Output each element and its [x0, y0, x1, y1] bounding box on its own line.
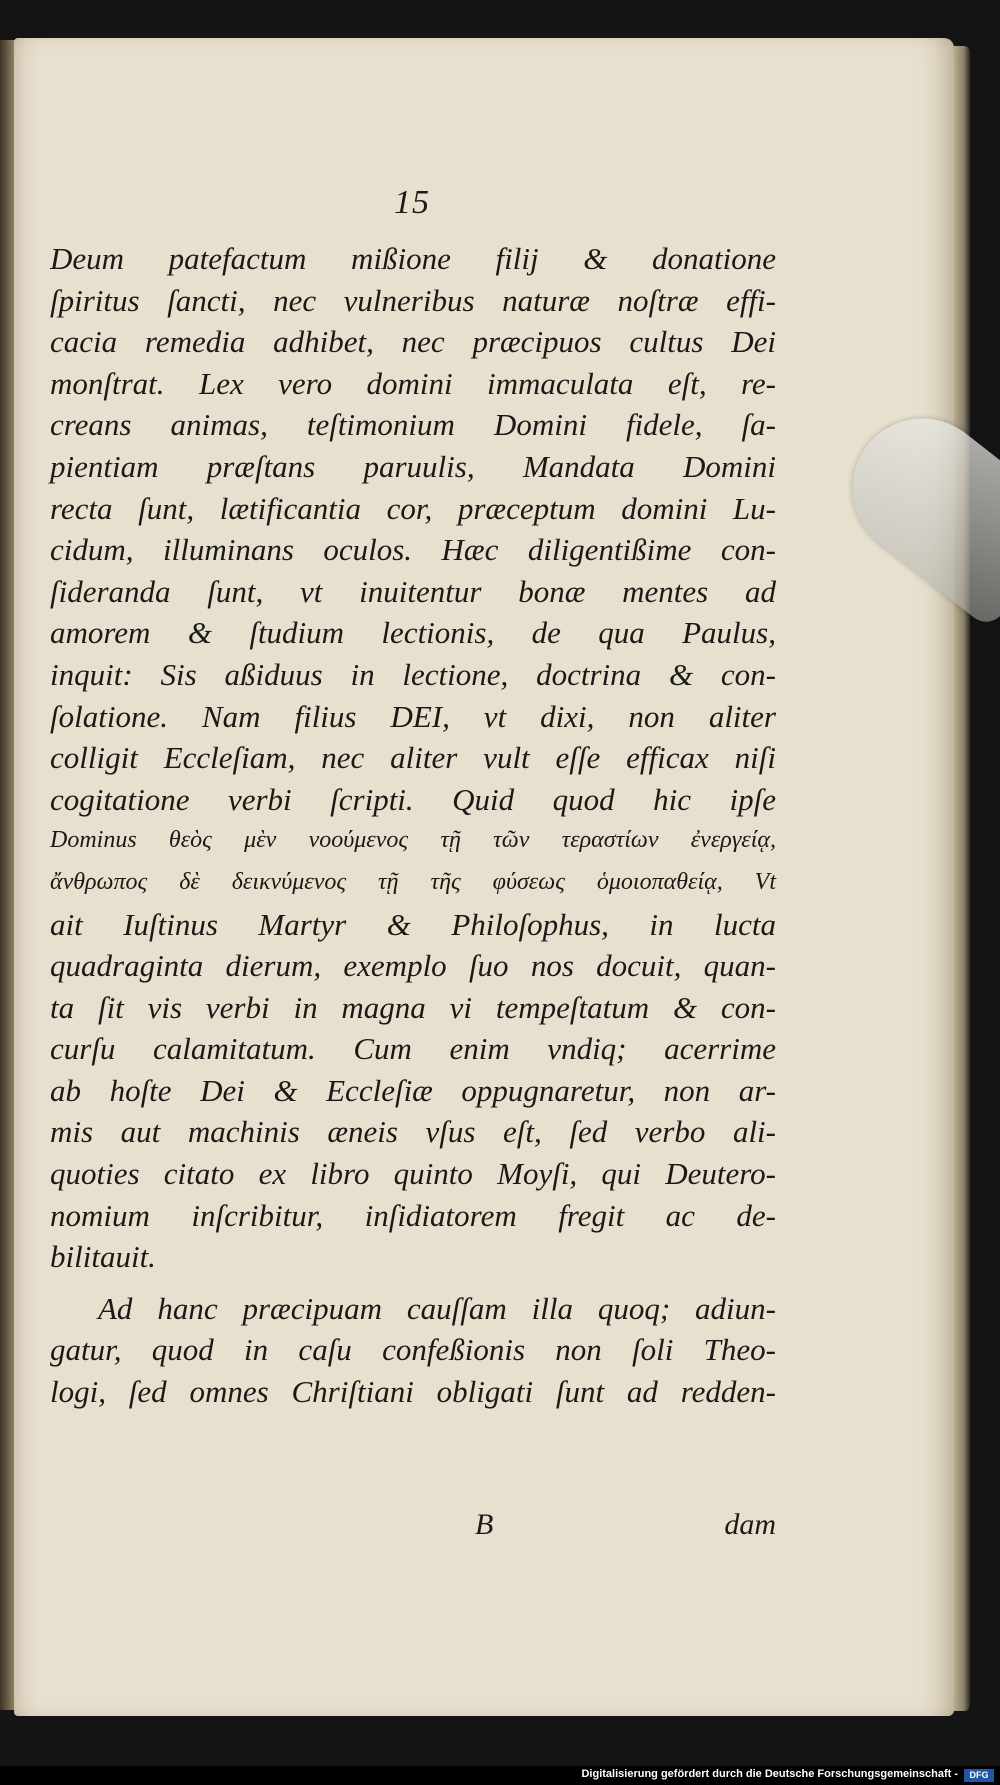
text-line: ait Iuſtinus Martyr & Philoſophus, in lucta: [50, 906, 776, 942]
text-line: quoties citato ex libro quinto Moyſi, qui Deutero-: [50, 1156, 776, 1192]
text-line: cogitatione verbi ſcripti. Quid quod hic ipſe: [50, 781, 776, 817]
text-line: monſtrat. Lex vero domini immaculata eſt, re-: [50, 365, 776, 401]
text-line: gatur, quod in caſu confeßionis non ſoli Theo-: [50, 1332, 776, 1368]
text-line: curſu calamitatum. Cum enim vndiq; acerrime: [50, 1031, 776, 1067]
greek-text-line: ἄνθρωπος δὲ δεικνύμενος τῇ τῆς φύσεως ὁμοιοπαθείᾳ, Vt: [50, 868, 776, 895]
credit-bar: [0, 1766, 1000, 1785]
catchword: dam: [724, 1508, 776, 1541]
digitization-credit: Digitalisierung gefördert durch die Deutsche Forschungsgemeinschaft -: [581, 1768, 958, 1780]
text-line: recta ſunt, lætificantia cor, præceptum domini Lu-: [50, 490, 776, 526]
text-line: nomium inſcribitur, inſidiatorem fregit ac de-: [50, 1197, 776, 1233]
text-line: cidum, illuminans oculos. Hæc diligentißime con-: [50, 532, 776, 568]
text-line: bilitauit.: [50, 1239, 156, 1275]
text-line: ſideranda ſunt, vt inuitentur bonæ mentes ad: [50, 573, 776, 609]
text-line: amorem & ſtudium lectionis, de qua Paulus,: [50, 615, 776, 651]
text-line: ta ſit vis verbi in magna vi tempeſtatum & con-: [50, 989, 776, 1025]
book-page: [14, 38, 954, 1716]
text-line: Deum patefactum mißione filij & donatione: [50, 241, 776, 276]
text-line: mis aut machinis æneis vſus eſt, ſed verbo ali-: [50, 1114, 776, 1150]
greek-text-line: Dominus θεὸς μὲν νοούμενος τῇ τῶν τεραστίων ἐνεργείᾳ,: [50, 827, 776, 854]
text-line: pientiam præſtans paruulis, Mandata Domini: [50, 448, 776, 484]
paragraph-gap: [50, 1278, 776, 1288]
main-text: [50, 238, 776, 1413]
text-line: cacia remedia adhibet, nec præcipuos cultus Dei: [50, 324, 776, 360]
text-line: ab hoſte Dei & Eccleſiæ oppugnaretur, non ar-: [50, 1072, 776, 1108]
page-number: 15: [394, 184, 430, 221]
text-line: ſolatione. Nam filius DEI, vt dixi, non aliter: [50, 698, 776, 734]
text-line: ſpiritus ſancti, nec vulneribus naturæ noſtræ effi-: [50, 282, 776, 318]
text-line: logi, ſed omnes Chriſtiani obligati ſunt ad redden-: [50, 1374, 776, 1410]
signature-mark: B: [475, 1508, 494, 1541]
dfg-logo-icon: DFG: [964, 1769, 994, 1782]
page-footer: [50, 1508, 776, 1548]
text-line: quadraginta dierum, exemplo ſuo nos docuit, quan-: [50, 948, 776, 984]
text-line: creans animas, teſtimonium Domini fidele, ſa-: [50, 407, 776, 443]
text-line: inquit: Sis aßiduus in lectione, doctrina & con-: [50, 656, 776, 692]
page-edge: [954, 46, 970, 1711]
text-line: colligit Eccleſiam, nec aliter vult eſſe efficax niſi: [50, 740, 776, 776]
text-line: Ad hanc præcipuam cauſſam illa quoq; adiun-: [98, 1290, 776, 1326]
